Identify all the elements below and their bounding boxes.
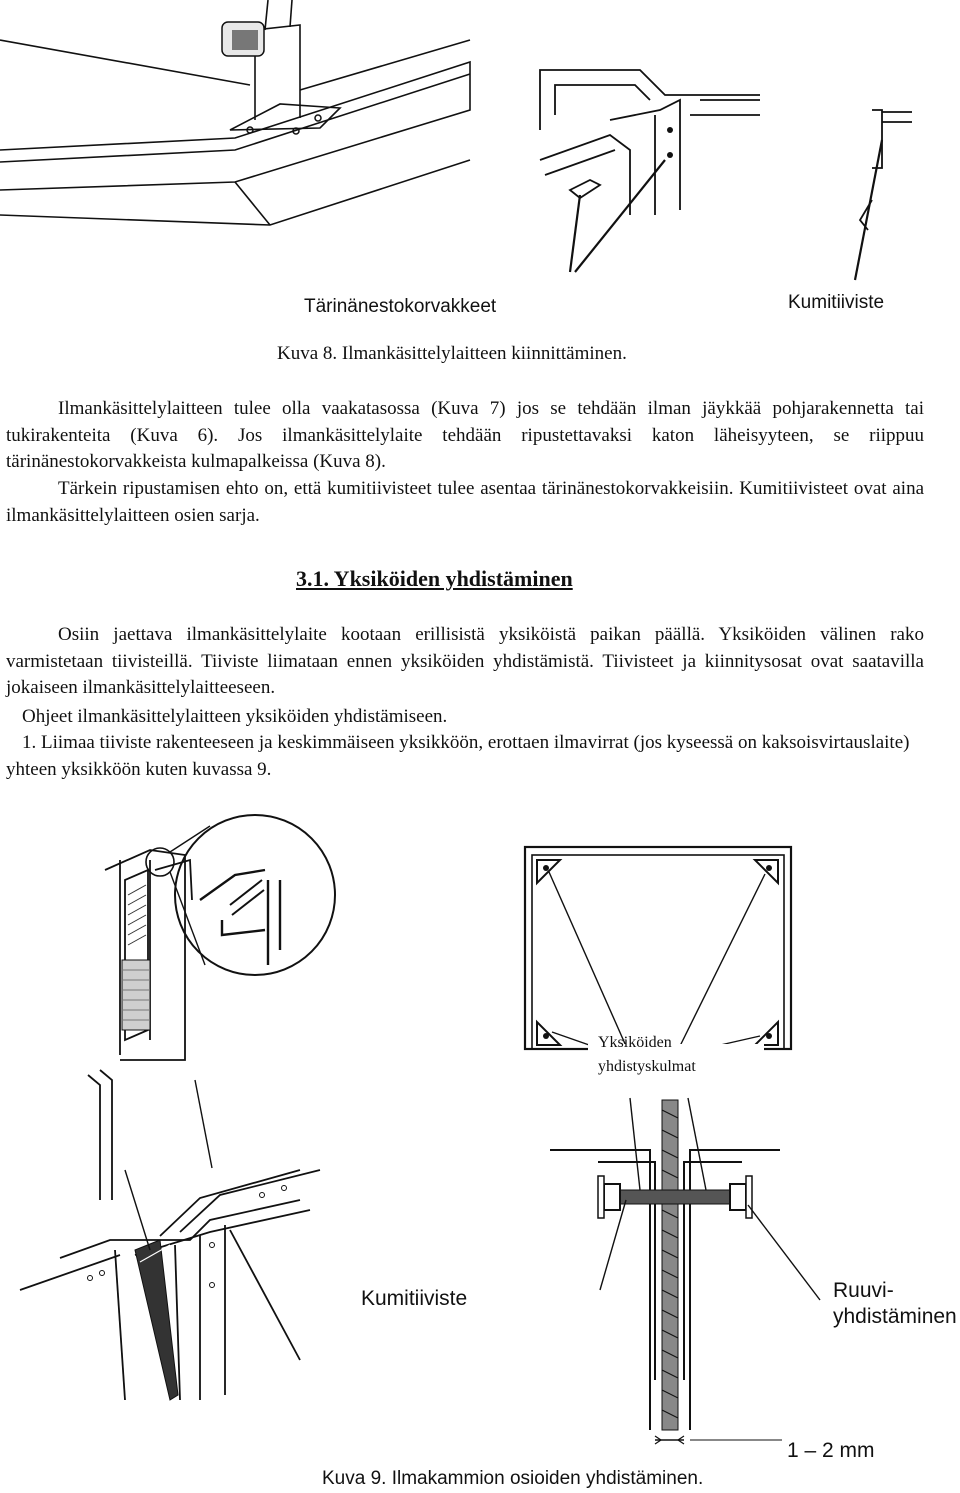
label-rubber-seal-fig8: Kumitiiviste (788, 292, 885, 313)
section-paragraph-1: Osiin jaettava ilmankäsittelylaite kootaan erillisistä yksiköistä paikan päällä. Yksiköiden välinen rako varmistetaan tiivisteillä. Tiiviste liimataan ennen yksiköiden yhdistämistä. Tiivisteet ja kiinnitysosat ovat saatavilla jokaiseen ilmankäsittelylaitteeseen. (6, 624, 924, 698)
section-paragraph-2: Ohjeet ilmankäsittelylaitteen yksiköiden yhdistämiseen. (22, 706, 448, 727)
intro-paragraph-2: Tärkein ripustamisen ehto on, että kumitiivisteet tulee asentaa tärinänestokorvakkeisiin. Kumitiivisteet ovat aina ilmankäsittelylaitteen osien sarja. (6, 478, 924, 526)
label-bolt-joint-line1: Ruuvi- (833, 1279, 894, 1302)
figure8-caption: Kuva 8. Ilmankäsittelylaitteen kiinnittäminen. (277, 343, 627, 364)
figure9-caption: Kuva 9. Ilmakammion osioiden yhdistäminen. (322, 1468, 704, 1489)
label-rubber-seal-fig9: Kumitiiviste (361, 1287, 468, 1310)
section-paragraph-3: 1. Liimaa tiiviste rakenteeseen ja keskimmäiseen yksikköön, erottaen ilmavirrat (jos kyseessä on kaksoisvirtauslaite) yhteen yksikköön kuten kuvassa 9. (6, 732, 910, 780)
section-heading: 3.1. Yksiköiden yhdistäminen (296, 566, 573, 591)
label-vibration-brackets: Tärinänestokorvakkeet (304, 296, 497, 317)
label-gap-size: 1 – 2 mm (787, 1439, 875, 1462)
intro-paragraph-1: Ilmankäsittelylaitteen tulee olla vaakatasossa (Kuva 7) jos se tehdään ilman jäykkää pohjarakennetta tai tukirakenteita (Kuva 6). Jos ilmankäsittelylaite tehdään ripustettavaksi katon läheisyyteen, se riippuu tärinänestokorvakkeista kulmapalkeissa (Kuva 8). (6, 398, 924, 472)
label-joint-corners-line1: Yksiköiden (598, 1034, 672, 1051)
label-joint-corners-line2: yhdistyskulmat (598, 1058, 696, 1075)
label-bolt-joint-line2: yhdistäminen (833, 1305, 957, 1328)
